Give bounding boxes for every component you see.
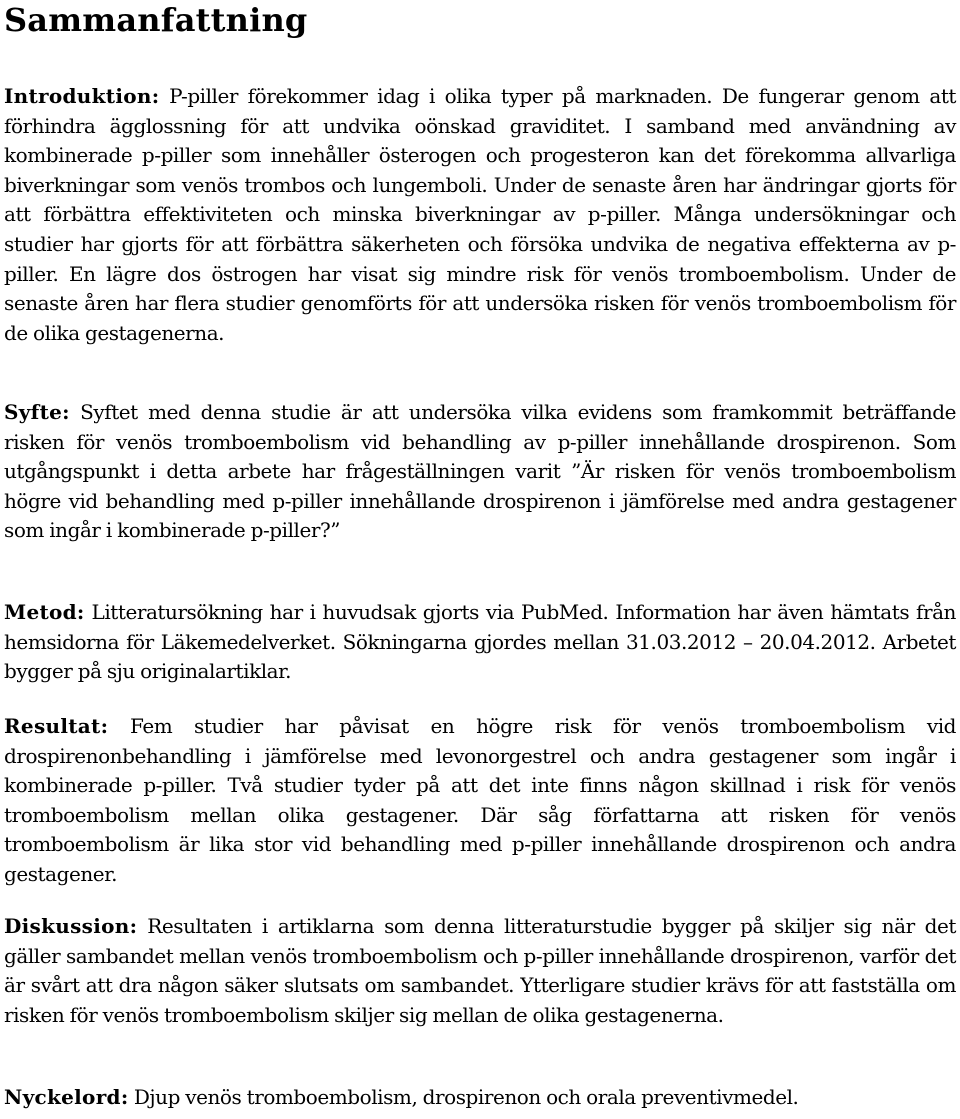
introduction-paragraph — [4, 82, 956, 348]
purpose-paragraph — [4, 398, 956, 546]
method-text: Litteratursökning har i huvudsak gjorts via PubMed. Information har även hämtats från hemsidorna för Läkemedelverket. Sökningarna gjordes mellan 31.03.2012 – 20.04.2012. Arbetet bygger på sju originalartiklar. — [4, 600, 956, 684]
purpose-text: Syftet med denna studie är att undersöka vilka evidens som framkommit beträffande risken för venös tromboembolism vid behandling av p-piller innehållande drospirenon. Som utgångspunkt i detta arbete har frågeställningen varit ”Är risken för venös tromboembolism högre vid behandling med p-piller innehållande drospirenon i jämförelse med andra gestagener som ingår i kombinerade p-piller?” — [4, 400, 956, 543]
discussion-label: Diskussion: — [4, 914, 138, 938]
results-text: Fem studier har påvisat en högre risk för venös tromboembolism vid drospirenonbehandling i jämförelse med levonorgestrel och andra gestagener som ingår i kombinerade p-piller. Två studier tyder på att det inte finns någon skillnad i risk för venös tromboembolism mellan olika gestagener. Där såg författarna att risken för venös tromboembolism är lika stor vid behandling med p-piller innehållande drospirenon och andra gestagener. — [4, 714, 956, 886]
introduction-label: Introduktion: — [4, 84, 160, 108]
results-label: Resultat: — [4, 714, 109, 738]
purpose-label: Syfte: — [4, 400, 70, 424]
keywords-label: Nyckelord: — [4, 1085, 129, 1109]
discussion-text: Resultaten i artiklarna som denna litteraturstudie bygger på skiljer sig när det gäller sambandet mellan venös tromboembolism och p-piller innehållande drospirenon, varför det är svårt att dra någon säker slutsats om sambandet. Ytterligare studier krävs för att fastställa om risken för venös tromboembolism skiljer sig mellan de olika gestagenerna. — [4, 914, 957, 1027]
discussion-paragraph — [4, 912, 956, 1030]
method-label: Metod: — [4, 600, 85, 624]
document-page — [4, 0, 957, 1109]
introduction-text: P-piller förekommer idag i olika typer på marknaden. De fungerar genom att förhindra ägglossning för att undvika oönskad graviditet. I samband med användning av kombinerade p-piller som innehåller österogen och progesteron kan det förekomma allvarliga biverkningar som venös trombos och lungemboli. Under de senaste åren har ändringar gjorts för att förbättra effektiviteten och minska biverkningar av p-piller. Många undersökningar och studier har gjorts för att förbättra säkerheten och försöka undvika de negativa effekterna av p-piller. En lägre dos östrogen har visat sig mindre risk för venös tromboembolism. Under de senaste åren har flera studier genomförts för att undersöka risken för venös tromboembolism för de olika gestagenerna. — [4, 84, 956, 345]
results-paragraph — [4, 712, 956, 890]
method-paragraph — [4, 598, 956, 687]
page-title: Sammanfattning — [4, 1, 308, 39]
keywords-paragraph — [4, 1083, 956, 1113]
keywords-text: Djup venös tromboembolism, drospirenon och orala preventivmedel. — [133, 1085, 799, 1109]
